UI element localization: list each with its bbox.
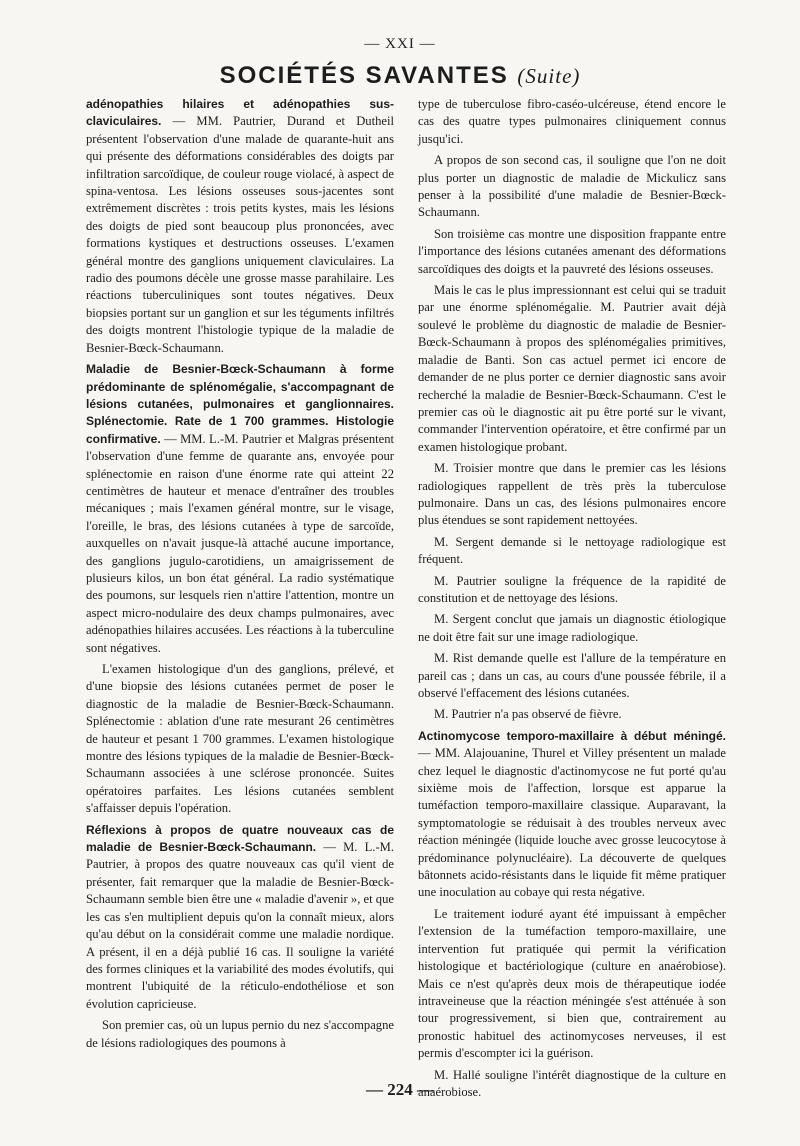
paragraph: M. Rist demande quelle est l'allure de la température en pareil cas ; dans un cas, au cours d'une poussée fébrile, il a observé l'effacement des lésions cutanées. xyxy=(418,651,726,700)
paragraph xyxy=(86,96,394,357)
right-column xyxy=(418,96,726,1105)
paragraph-text: — MM. Pautrier, Durand et Dutheil présentent l'observation d'une malade de quarante-huit ans qui présente des déformations considérables des doigts par infiltration sarcoïdique, de couleur rouge violacé, à aspect de spina-ventosa. Les lésions osseuses sous-jacentes sont extrêmement discrètes : trois petits kystes, mais les lésions des doigts de pied sont beaucoup plus prononcées, avec formations kystiques et destructions osseuses. L'examen général montre des ganglions uniquement claviculaires. La radio des poumons décèle une grosse masse parahilaire. Les réactions tuberculiniques sont toutes négatives. Deux biopsies portant sur un ganglion et sur les téguments infiltrés des doigts montrent l'histologie typique de la maladie de Besnier-Bœck-Schaumann. xyxy=(86,114,394,355)
paragraph: Mais le cas le plus impressionnant est celui qui se traduit par une énorme splénomégalie. M. Pautrier avait déjà soulevé le problème du diagnostic de maladie de Besnier-Bœck-Schaumann à propos des splénomégalies primitives, maladie de Banti. Son cas actuel permet ici encore de demander de ne plus porter ce dernier diagnostic sans avoir recherché la maladie de Besnier-Bœck-Schaumann. C'est le premier cas où le diagnostic ait pu être porté sur le vivant, commander l'intervention opératoire, et être confirmé par un examen histologique probant. xyxy=(418,283,726,454)
rubric-splenomegalie: Maladie de Besnier-Bœck-Schaumann à forme prédominante de splénomégalie, s'accompagnant de lésions cutanées, pulmonaires et ganglionnaires. Splénectomie. Rate de 1 700 grammes. Histologie confirmative. xyxy=(86,362,394,446)
paragraph: M. Sergent conclut que jamais un diagnostic étiologique ne doit être fait sur une image radiologique. xyxy=(418,612,726,644)
paragraph-text: — M. L.-M. Pautrier, à propos des quatre nouveaux cas qu'il vient de présenter, fait remarquer que la maladie de Besnier-Bœck-Schaumann semble bien être une « maladie d'avenir », et que les cas s'en multiplient depuis qu'on la connaît mieux, alors qu'au début on la considérait comme une maladie nordique. A présent, il en a déjà publié 16 cas. Il souligne la variété des formes cliniques et la variabilité des modes évolutifs, qui montrent l'ubiquité de la réticulo-endothéliose et son évolution capricieuse. xyxy=(86,840,394,1011)
paragraph xyxy=(86,361,394,657)
paragraph: A propos de son second cas, il souligne que l'on ne doit plus porter un diagnostic de maladie de Mickulicz sans penser à la possibilité d'une maladie de Besnier-Bœck-Schaumann. xyxy=(418,153,726,220)
paragraph-text: — MM. Alajouanine, Thurel et Villey présentent un malade chez lequel le diagnostic d'actinomycose ne fut porté qu'au sixième mois de l'affection, lorsque est apparue la tuméfaction temporo-maxillaire classique. Auparavant, la symptomatologie se réduisait à des troubles nerveux avec réaction méningée (liquide louche avec grosse leucocytose à prédominance polynucléaire). La découverte de quelques bâtonnets acido-résistants dans le liquide fit même pratiquer une inoculation au cobaye qui resta négative. xyxy=(418,746,726,900)
paragraph: M. Hallé souligne l'intérêt diagnostique de la culture en anaérobiose. xyxy=(418,1067,726,1099)
page-number: — 224 — xyxy=(366,1080,434,1099)
paragraph: M. Pautrier n'a pas observé de fièvre. xyxy=(434,707,622,722)
paragraph xyxy=(86,822,394,1013)
paragraph: M. Troisier montre que dans le premier cas les lésions radiologiques rappellent de très près la tuberculose pulmonaire. Dans un cas, des lésions pulmonaires encore plus étendues se sont rapidement nettoyées. xyxy=(418,461,726,528)
paragraph: Le traitement ioduré ayant été impuissant à empêcher l'extension de la tuméfaction temporo-maxillaire, une intervention fut pratiquée qui permit la vérification histologique et bactériologique (culture en anaérobiose). Mais ce n'est qu'après deux mois de thérapeutique iodée intraveineuse que la réaction méningée s'est atténuée à son tour progressivement, si bien que, contrairement au pronostic habituel des actinomycoses nerveuses, il est permis d'escompter ici la guérison. xyxy=(418,906,726,1061)
left-column xyxy=(86,96,394,1056)
paragraph: type de tuberculose fibro-caséo-ulcéreuse, étend encore le cas des quatre types pulmonaires cliniquement connus jusqu'ici. xyxy=(418,97,726,146)
rubric-adenopathies: adénopathies hilaires et adénopathies sus-claviculaires. xyxy=(86,97,394,129)
rubric-actinomycose: Actinomycose temporo-maxillaire à début méningé. xyxy=(418,728,726,743)
page-folio: — XXI — xyxy=(364,36,436,52)
paragraph: Son premier cas, où un lupus pernio du nez s'accompagne de lésions radiologiques des poumons à xyxy=(86,1018,394,1050)
paragraph: Son troisième cas montre une disposition frappante entre l'importance des lésions cutanées amenant des déformations sarcoïdiques des doigts et la pauvreté des lésions osseuses. xyxy=(418,226,726,276)
title-main: SOCIÉTÉS SAVANTES xyxy=(219,62,509,89)
paragraph xyxy=(418,728,726,902)
page-title xyxy=(0,62,800,90)
paragraph: M. Pautrier souligne la fréquence de la rapidité de constitution et de nettoyage des lésions. xyxy=(418,573,726,605)
paragraph: L'examen histologique d'un des ganglions, prélevé, et d'une biopsie des lésions cutanées permet de poser le diagnostic de la maladie de Besnier-Bœck-Schaumann. Splénectomie : ablation d'une rate mesurant 26 centimètres de hauteur et pesant 1 700 grammes. L'examen histologique montre des lésions typiques de la maladie de Besnier-Bœck-Schaumann associées à une sclérose prononcée. Suites opératoires parfaites. Les lésions cutanées semblent s'affaisser depuis l'opération. xyxy=(86,662,394,816)
paragraph: M. Sergent demande si le nettoyage radiologique est fréquent. xyxy=(418,534,726,567)
title-suite: (Suite) xyxy=(517,64,581,88)
rubric-reflexions: Réflexions à propos de quatre nouveaux cas de maladie de Besnier-Bœck-Schaumann. xyxy=(86,822,394,855)
paragraph-text: — MM. L.-M. Pautrier et Malgras présentent l'observation d'une femme de quarante ans, envoyée pour splénectomie en raison d'une énorme rate qui atteint 22 centimètres de hauteur et menace d'entraîner des troubles mécaniques ; mais l'examen général montre, sur le visage, l'oreille, le bras, des lésions cutanées à type de sarcoïde, auxquelles on n'avait jusque-là attaché aucune importance, des ganglions jugulo-carotidiens, un amaigrissement de plusieurs kilos, un bon état général. La radio systématique des poumons, sur lesquels rien n'attire l'attention, montre un aspect micro-nodulaire des deux champs pulmonaires, avec adénopathies hilaires accusées. Les réactions à la tuberculine sont négatives. xyxy=(86,431,394,655)
